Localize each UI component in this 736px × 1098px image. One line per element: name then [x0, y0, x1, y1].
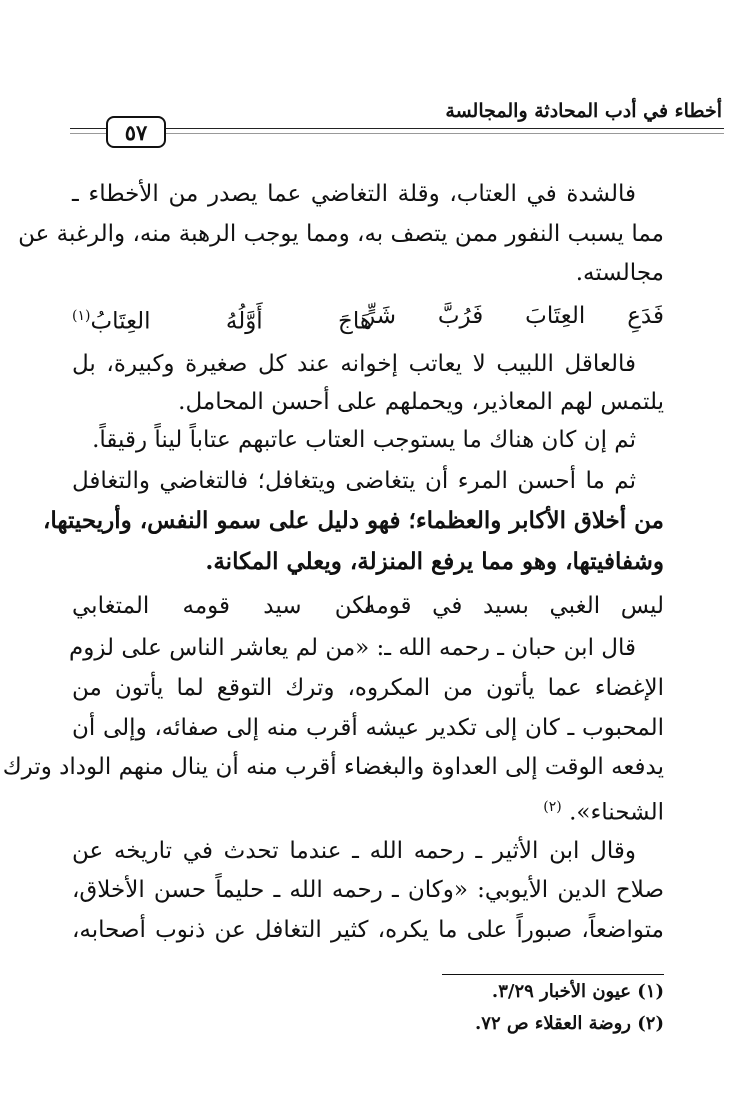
- body-line: صلاح الدين الأيوبي: «وكان ـ رحمه الله ـ حليماً حسن الأخلاق،: [72, 877, 664, 903]
- footnote-separator: [442, 974, 664, 975]
- page-number: ٥٧: [106, 116, 166, 148]
- body-line: المحبوب ـ كان إلى تكدير عيشه أقرب منه إلى صفائه، وإلى أن: [72, 715, 664, 741]
- body-line: فالعاقل اللبيب لا يعاتب إخوانه عند كل صغيرة وكبيرة، بل: [72, 351, 636, 377]
- verse-2-first-hemistich: [364, 588, 664, 624]
- footnote-ref-1: (١): [72, 308, 91, 324]
- body-line-text: الشحناء».: [569, 799, 664, 826]
- body-line: يلتمس لهم المعاذير، ويحملهم على أحسن المحامل.: [178, 389, 664, 415]
- verse-2-left-text: لكن سيد قومه المتغابي: [72, 593, 372, 619]
- running-title: أخطاء في أدب المحادثة والمجالسة: [445, 100, 722, 122]
- body-line: فالشدة في العتاب، وقلة التغاضي عما يصدر من الأخطاء ـ: [72, 181, 636, 207]
- verse-1-second-hemistich: [72, 298, 372, 340]
- body-line: قال ابن حبان ـ رحمه الله ـ: «من لم يعاشر الناس على لزوم: [69, 635, 636, 661]
- body-line: ثم ما أحسن المرء أن يتغاضى ويتغافل؛ فالتغاضي والتغافل: [72, 468, 636, 494]
- header-rule-left: [70, 128, 106, 134]
- verse-2-right-text: ليس الغبي بسيد في قومه: [364, 593, 664, 619]
- footnote-ref-2: (٢): [543, 799, 562, 815]
- body-line: ثم إن كان هناك ما يستوجب العتاب عاتبهم عتاباً ليناً رقيقاً.: [92, 427, 636, 453]
- verse-1-left-text: هَاجَ أَوَّلُهُ العِتَابُ: [90, 308, 372, 335]
- body-line: مما يسبب النفور ممن يتصف به، ومما يوجب الرهبة منه، والرغبة عن: [18, 221, 664, 247]
- body-line: وشفافيتها، وهو مما يرفع المنزلة، ويعلي المكانة.: [205, 548, 664, 575]
- verse-2-second-hemistich: [72, 588, 372, 624]
- verse-1-first-hemistich: [364, 298, 664, 334]
- body-line: متواضعاً، صبوراً على ما يكره، كثير التغافل عن ذنوب أصحابه،: [72, 917, 664, 943]
- body-line: من أخلاق الأكابر والعظماء؛ فهو دليل على سمو النفس، وأريحيتها،: [42, 507, 664, 534]
- footnote-2: (٢) روضة العقلاء ص ٧٢.: [475, 1013, 664, 1034]
- header-rule: [162, 128, 724, 134]
- body-line: يدفعه الوقت إلى العداوة والبغضاء أقرب منه أن ينال منهم الوداد وترك: [2, 754, 664, 780]
- body-line: وقال ابن الأثير ـ رحمه الله ـ عندما تحدث في تاريخه عن: [72, 838, 636, 864]
- body-line: مجالسته.: [575, 260, 664, 286]
- body-line: الإغضاء عما يأتون من المكروه، وترك التوقع لما يأتون من: [72, 675, 664, 701]
- verse-1-right-text: فَدَعِ العِتَابَ فَرُبَّ شَرٍّ: [364, 303, 664, 329]
- footnote-1: (١) عيون الأخبار ٣/٢٩.: [491, 981, 664, 1002]
- body-line: [72, 789, 664, 831]
